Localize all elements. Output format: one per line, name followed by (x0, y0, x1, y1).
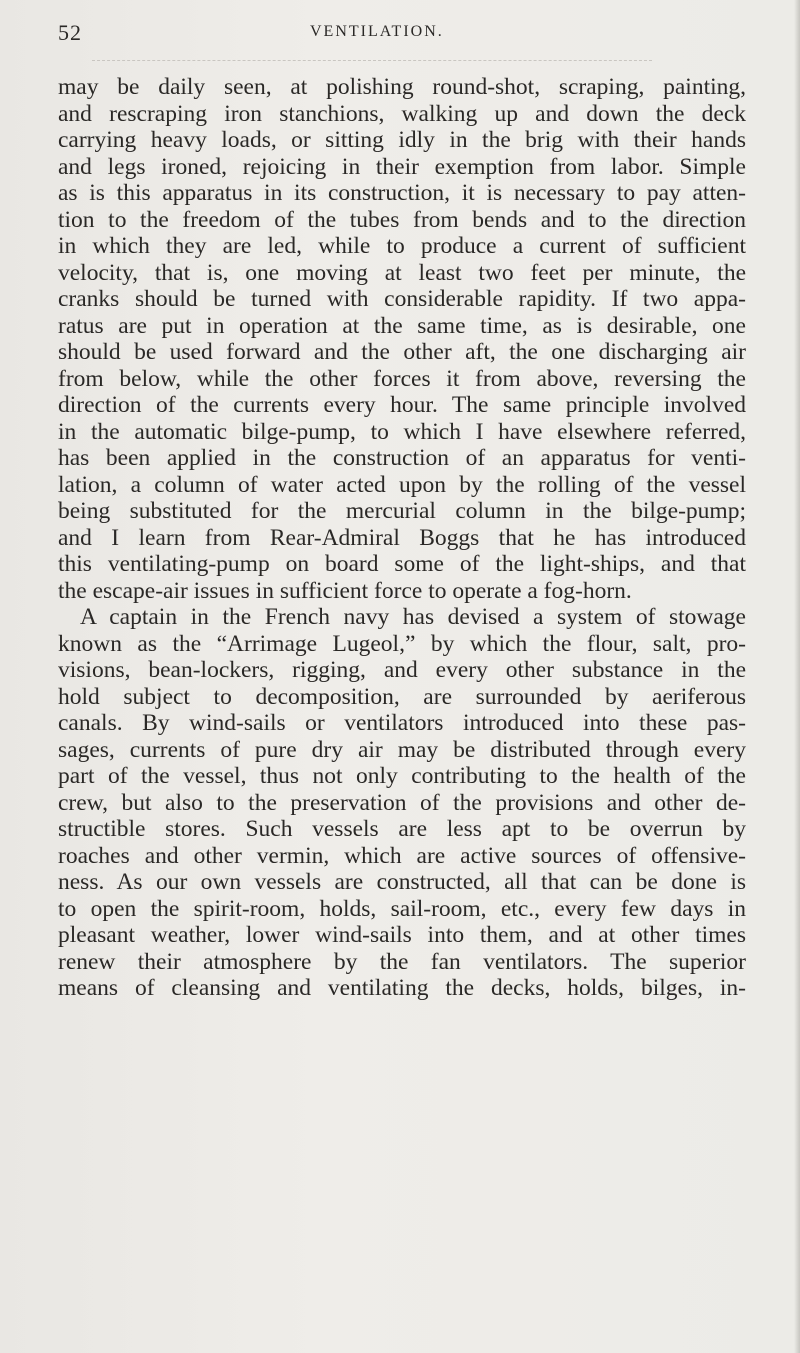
text-line: crew, but also to the preservation of the provisions and other de- (58, 789, 746, 816)
text-line: cranks should be turned with considerable rapidity. If two appa- (58, 286, 746, 312)
text-line: roaches and other vermin, which are active sources of offensive- (58, 842, 746, 869)
text-line: carrying heavy loads, or sitting idly in the brig with their hands (58, 127, 746, 153)
text-line: ratus are put in operation at the same time, as is desirable, one (58, 312, 746, 339)
body-text (58, 74, 746, 1002)
text-line: from below, while the other forces it from above, reversing the (58, 365, 746, 392)
text-line: ness. As our own vessels are constructed, all that can be done is (58, 869, 746, 895)
page-number: 52 (58, 20, 82, 45)
text-line: as is this apparatus in its construction, it is necessary to pay atten- (58, 180, 746, 206)
text-line: in the automatic bilge-pump, to which I have elsewhere referred, (58, 418, 746, 445)
text-line: the escape-air issues in sufficient force to operate a fog-horn. (58, 577, 632, 604)
text-line: structible stores. Such vessels are less apt to be overrun by (58, 816, 746, 842)
text-line: known as the “Arrimage Lugeol,” by which the flour, salt, pro- (58, 630, 746, 657)
paragraph-start-line: A captain in the French navy has devised a system of stowage (80, 604, 746, 630)
text-line: lation, a column of water acted upon by the rolling of the vessel (58, 471, 746, 498)
text-line: sages, currents of pure dry air may be distributed through every (58, 736, 746, 763)
text-line: part of the vessel, thus not only contributing to the health of the (58, 763, 746, 789)
text-line: direction of the currents every hour. The same principle involved (58, 392, 746, 418)
text-line: renew their atmosphere by the fan ventilators. The superior (58, 948, 746, 975)
page-edge-shadow (794, 0, 800, 1353)
running-head (58, 20, 718, 50)
text-line: may be daily seen, at polishing round-shot, scraping, painting, (58, 74, 746, 100)
text-line: velocity, that is, one moving at least two feet per minute, the (58, 259, 746, 286)
text-line: tion to the freedom of the tubes from bends and to the direction (58, 206, 746, 233)
text-line: hold subject to decomposition, are surrounded by aeriferous (58, 683, 746, 710)
text-line: has been applied in the construction of an apparatus for venti- (58, 445, 746, 471)
text-line: means of cleansing and ventilating the decks, holds, bilges, in- (58, 975, 746, 1001)
header-rule (92, 60, 652, 61)
text-line: and legs ironed, rejoicing in their exemption from labor. Simple (58, 153, 746, 180)
text-line: canals. By wind-sails or ventilators introduced into these pas- (58, 710, 746, 736)
text-line: pleasant weather, lower wind-sails into them, and at other times (58, 922, 746, 948)
text-line: visions, bean-lockers, rigging, and every other substance in the (58, 657, 746, 683)
text-line: to open the spirit-room, holds, sail-room, etc., every few days in (58, 895, 746, 922)
text-line: being substituted for the mercurial column in the bilge-pump; (58, 498, 746, 524)
text-line: in which they are led, while to produce a current of sufficient (58, 233, 746, 259)
text-line: and rescraping iron stanchions, walking up and down the deck (58, 100, 746, 127)
chapter-title: VENTILATION. (310, 23, 444, 40)
text-line: should be used forward and the other aft, the one discharging air (58, 339, 746, 365)
text-line: this ventilating-pump on board some of the light-ships, and that (58, 551, 746, 577)
text-line: and I learn from Rear-Admiral Boggs that he has introduced (58, 524, 746, 551)
